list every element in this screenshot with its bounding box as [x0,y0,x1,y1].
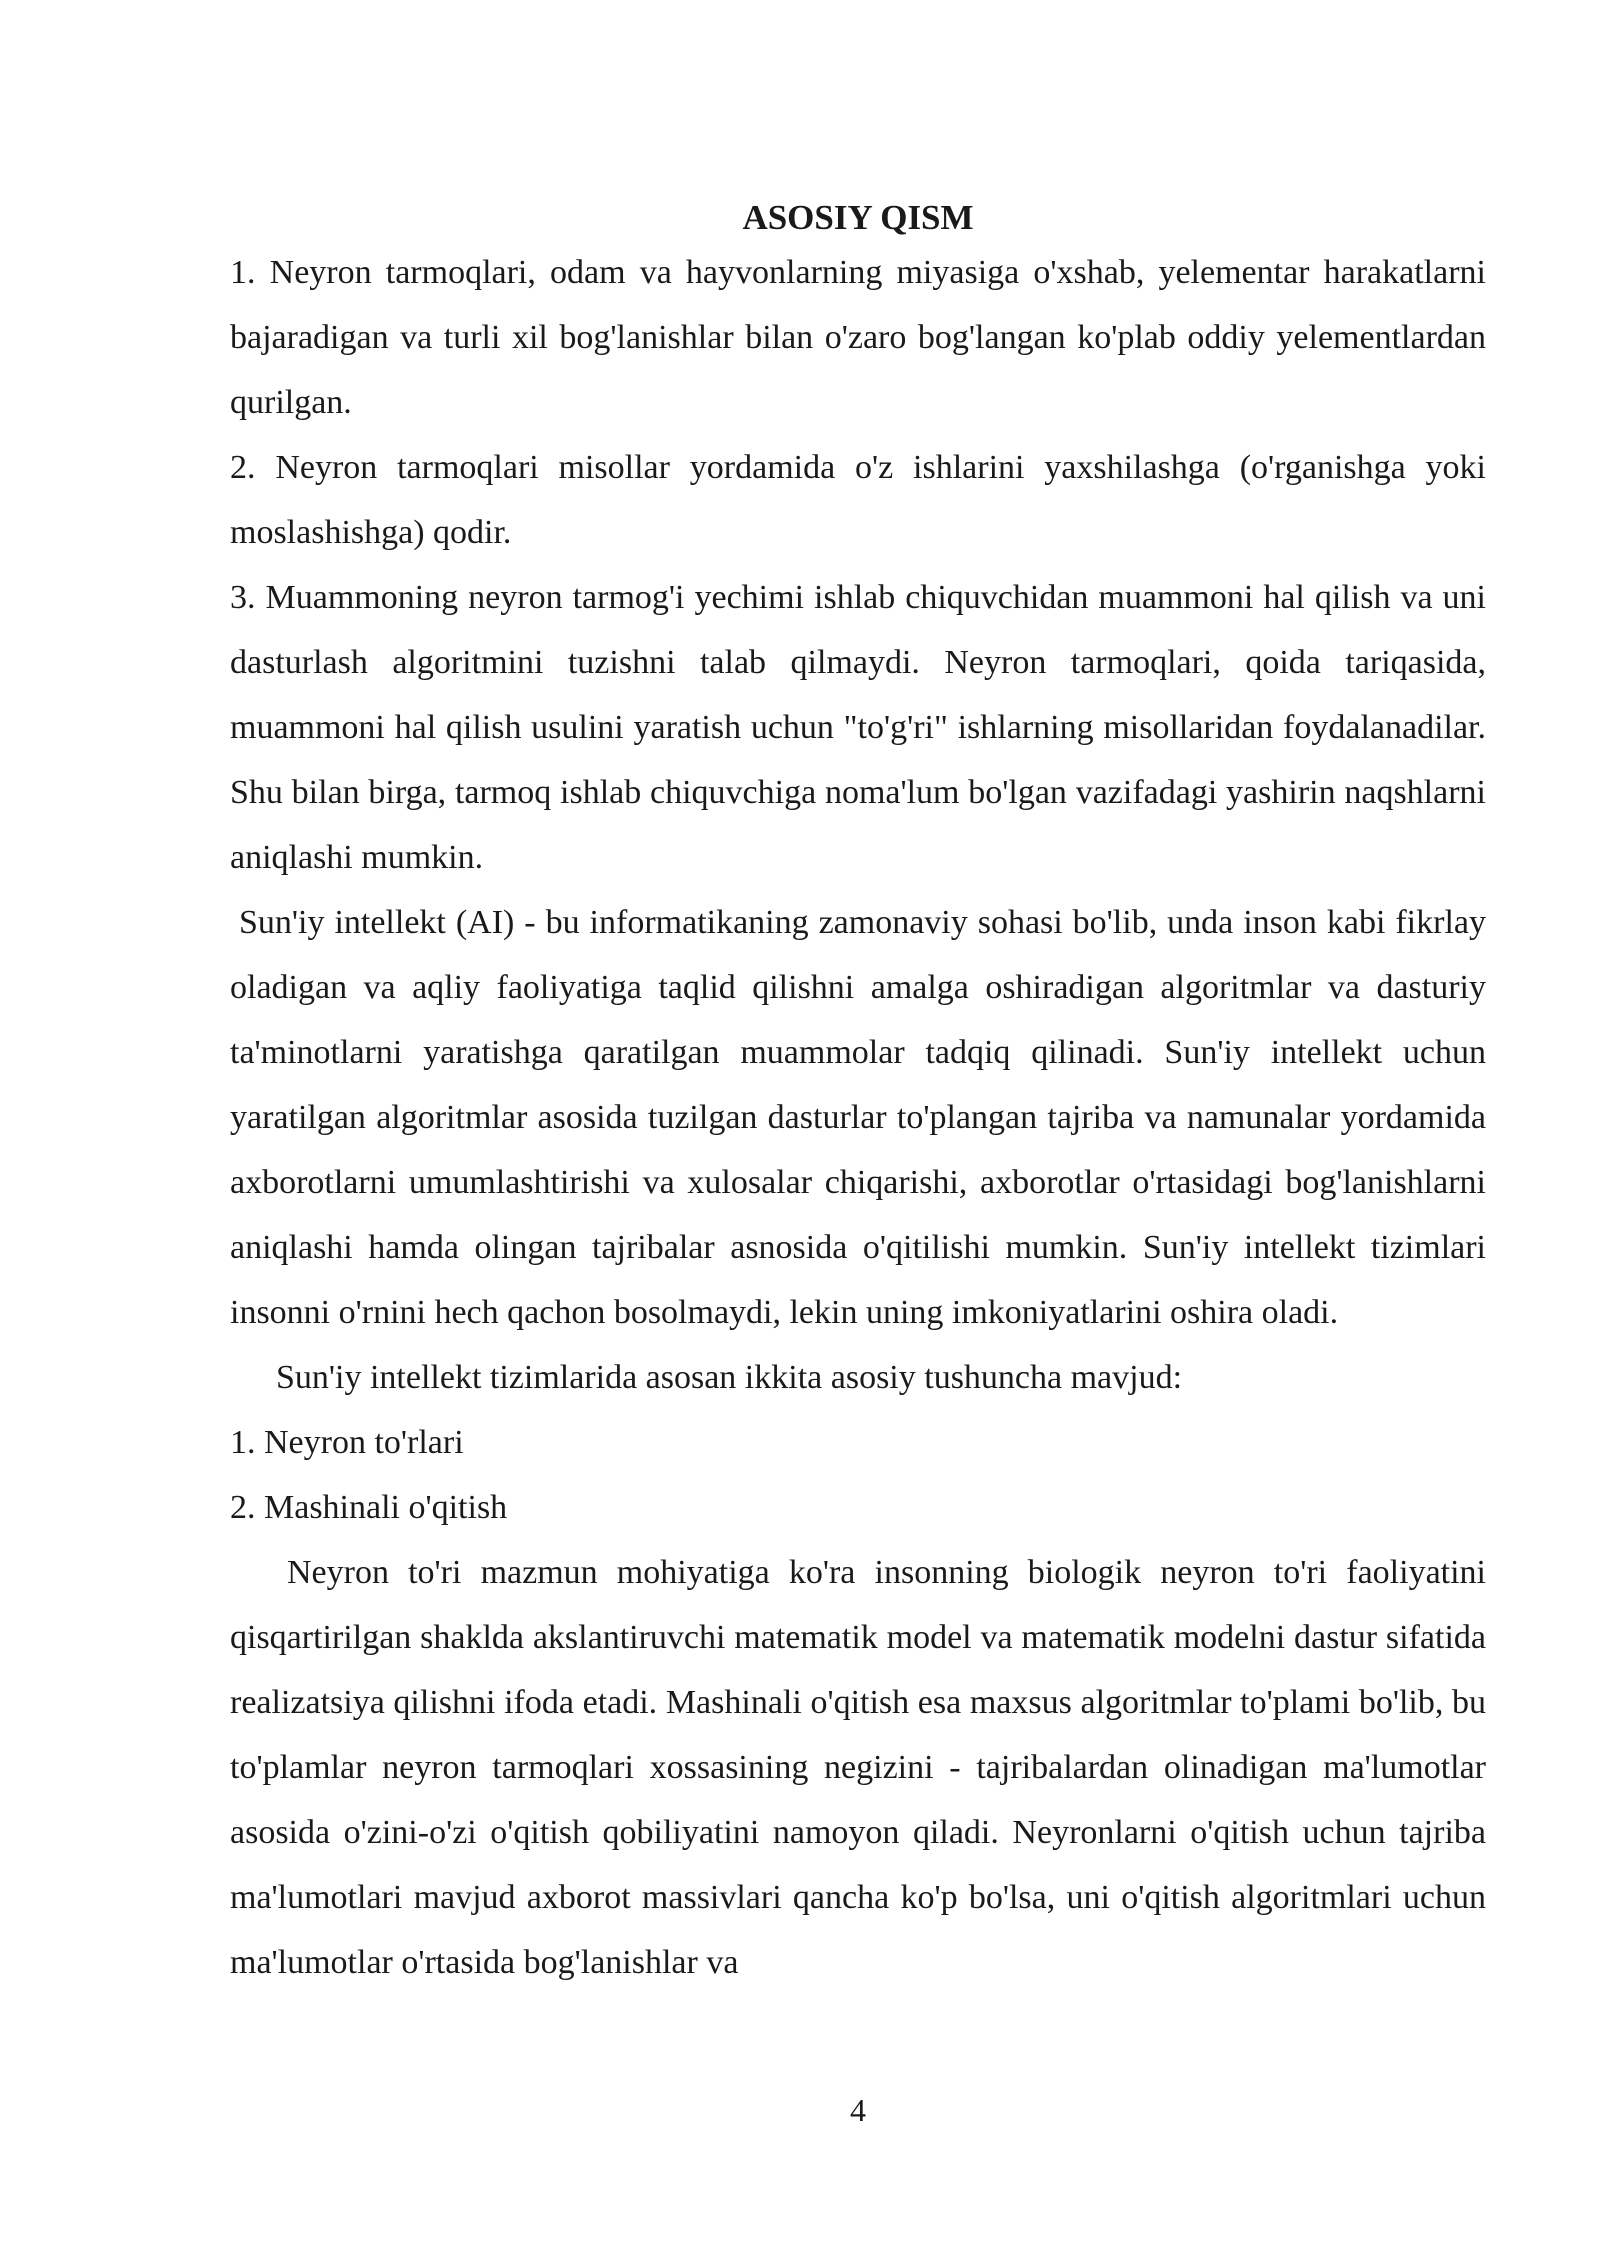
paragraph-concepts-intro: Sun'iy intellekt tizimlarida asosan ikkita asosiy tushuncha mavjud: [276,1359,1183,1396]
section-heading: ASOSIY QISM [742,198,974,237]
paragraph-item-2: 2. Neyron tarmoqlari misollar yordamida o'z ishlarini yaxshilashga (o'rganishga yoki moslashishga) qodir. [230,449,1486,551]
paragraph-item-1: 1. Neyron tarmoqlari, odam va hayvonlarning miyasiga o'xshab, yelementar harakatlarni bajaradigan va turli xil bog'lanishlar bilan o'zaro bog'langan ko'plab oddiy yelementlardan qurilgan. [230,254,1486,421]
paragraph-item-3: 3. Muammoning neyron tarmog'i yechimi ishlab chiquvchidan muammoni hal qilish va uni dasturlash algoritmini tuzishni talab qilmaydi. Neyron tarmoqlari, qoida tariqasida, muammoni hal qilish usulini yaratish uchun "to'g'ri" ishlarning misollaridan foydalanadilar. Shu bilan birga, tarmoq ishlab chiquvchiga noma'lum bo'lgan vazifadagi yashirin naqshlarni aniqlashi mumkin. [230,579,1486,876]
paragraph-ai-definition: Sun'iy intellekt (AI) - bu informatikaning zamonaviy sohasi bo'lib, unda inson kabi fikrlay oladigan va aqliy faoliyatiga taqlid qilishni amalga oshiradigan algoritmlar va dasturiy ta'minotlarni yaratishga qaratilgan muammolar tadqiq qilinadi. Sun'iy intellekt uchun yaratilgan algoritmlar asosida tuzilgan dasturlar to'plangan tajriba va namunalar yordamida axborotlarni umumlashtirishi va xulosalar chiqarishi, axborotlar o'rtasidagi bog'lanishlarni aniqlashi hamda olingan tajribalar asnosida o'qitilishi mumkin. Sun'iy intellekt tizimlari insonni o'rnini hech qachon bosolmaydi, lekin uning imkoniyatlarini oshira oladi. [230,904,1486,1331]
page-number: 4 [850,2092,866,2128]
list-item-machine-learning: 2. Mashinali o'qitish [230,1489,508,1526]
list-item-neural-networks: 1. Neyron to'rlari [230,1424,464,1461]
body-text [230,240,1486,1995]
paragraph-neural-network-definition: Neyron to'ri mazmun mohiyatiga ko'ra insonning biologik neyron to'ri faoliyatini qisqartirilgan shaklda akslantiruvchi matematik model va matematik modelni dastur sifatida realizatsiya qilishni ifoda etadi. Mashinali o'qitish esa maxsus algoritmlar to'plami bo'lib, bu to'plamlar neyron tarmoqlari xossasining negizini - tajribalardan olinadigan ma'lumotlar asosida o'zini-o'zi o'qitish qobiliyatini namoyon qiladi. Neyronlarni o'qitish uchun tajriba ma'lumotlari mavjud axborot massivlari qancha ko'p bo'lsa, uni o'qitish algoritmlari uchun ma'lumotlar o'rtasida bog'lanishlar va [230,1554,1486,1981]
